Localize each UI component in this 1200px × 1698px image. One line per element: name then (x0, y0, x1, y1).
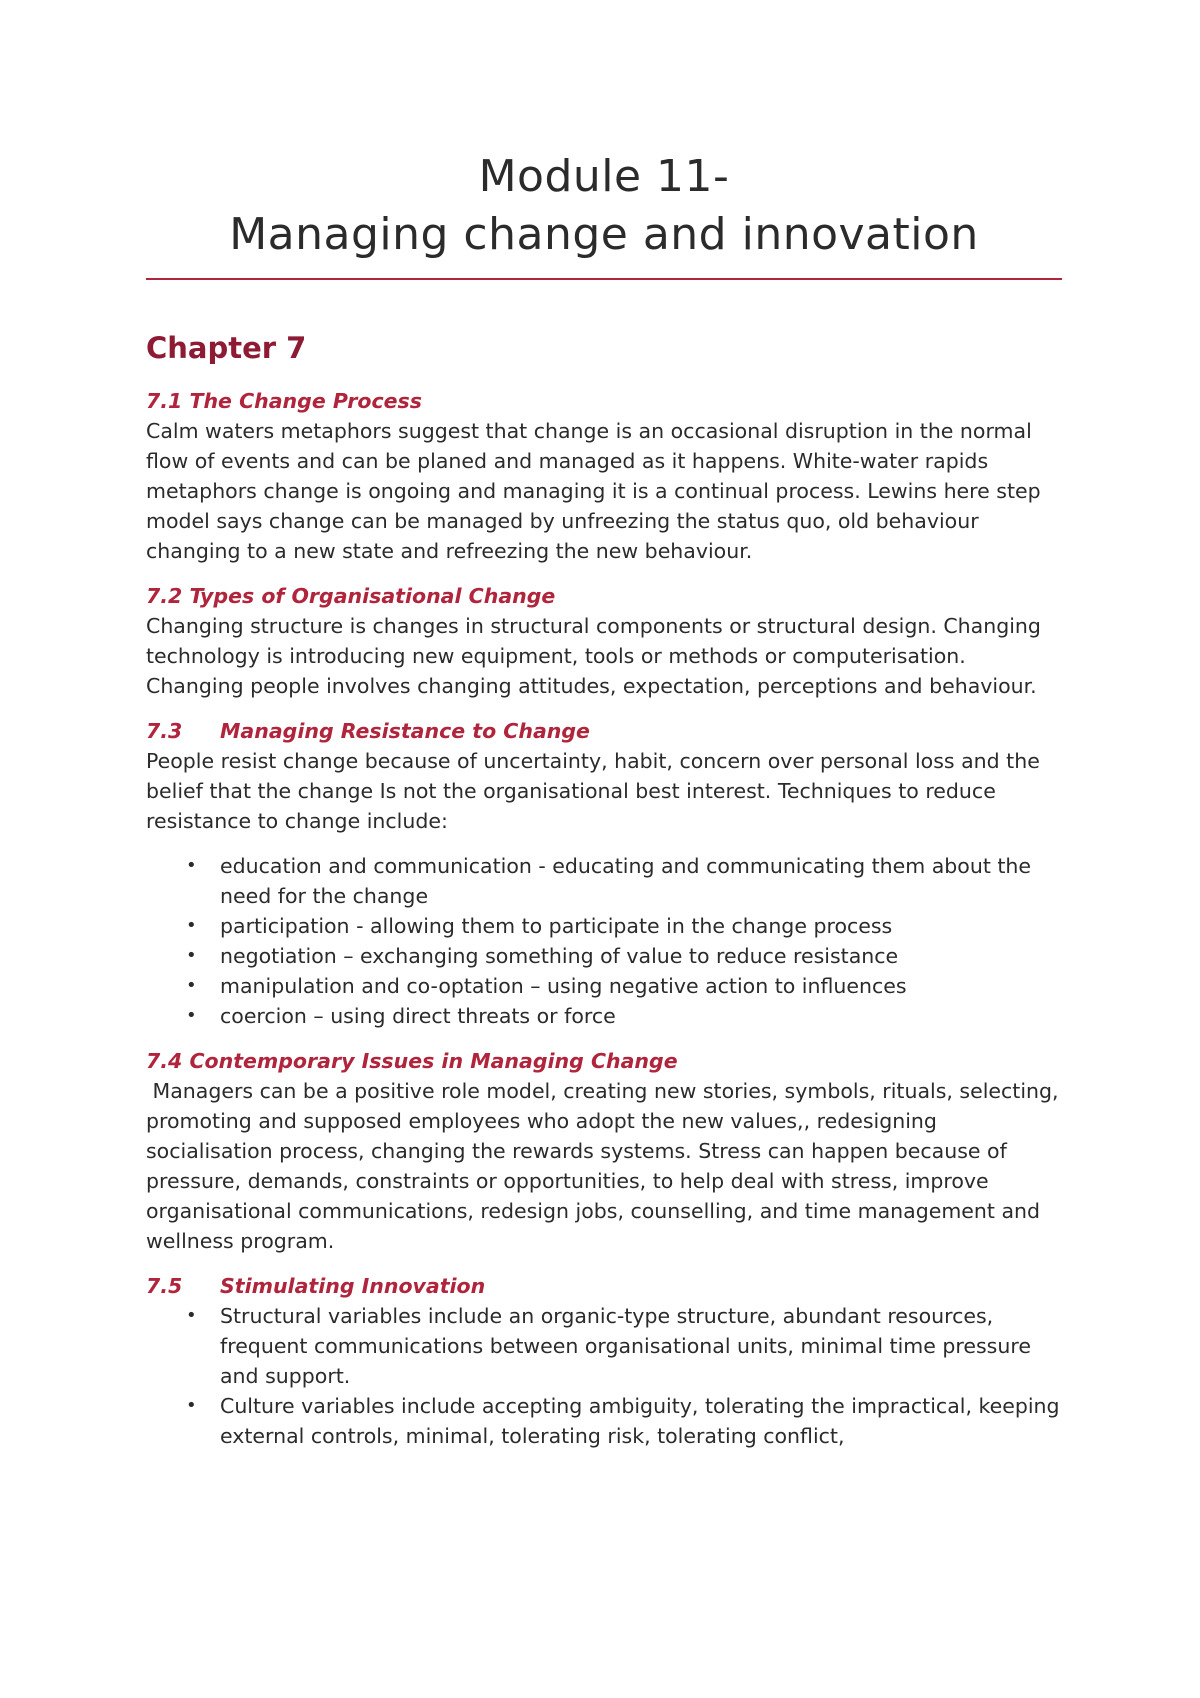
list-item (146, 941, 1062, 971)
section-heading (146, 1046, 1062, 1076)
bullet-icon: • (186, 1395, 197, 1416)
list-item (146, 971, 1062, 1001)
list-item-text: education and communication - educating and communicating them about the need for the change (220, 854, 1032, 908)
section-number: 7.1 (146, 389, 183, 413)
section-body: Calm waters metaphors suggest that change is an occasional disruption in the normal flow of events and can be planed and managed as it happens. White-water rapids metaphors change is ongoing and managing it is a continual process. Lewins here step model says change can be managed by unfreezing the status quo, old behaviour changing to a new state and refreezing the new behaviour. (146, 419, 1041, 563)
section-number: 7.5 (146, 1274, 183, 1298)
section-7-3 (146, 716, 1062, 1031)
section-7-1 (146, 386, 1062, 566)
title-line-1: Module 11- (478, 151, 730, 202)
section-number: 7.2 (146, 584, 183, 608)
bullet-list (146, 1301, 1062, 1451)
chapter-heading: Chapter 7 (146, 331, 307, 365)
bullet-icon: • (186, 855, 197, 876)
list-item (146, 911, 1062, 941)
list-item (146, 1001, 1062, 1031)
section-number: 7.3 (146, 719, 183, 743)
list-item (146, 1391, 1062, 1451)
bullet-icon: • (186, 945, 197, 966)
title-line-2: Managing change and innovation (229, 209, 979, 260)
title-underline-rule (146, 278, 1062, 280)
bullet-icon: • (186, 1305, 197, 1326)
section-7-5 (146, 1271, 1062, 1451)
list-item-text: manipulation and co-optation – using negative action to influences (220, 974, 907, 998)
section-number: 7.4 (146, 1049, 183, 1073)
list-item-text: Structural variables include an organic-type structure, abundant resources, frequent communications between organisational units, minimal time pressure and support. (220, 1304, 1031, 1388)
list-item (146, 851, 1062, 911)
section-7-2 (146, 581, 1062, 701)
section-body: Managers can be a positive role model, creating new stories, symbols, rituals, selecting, promoting and supposed employees who adopt the new values,, redesigning socialisation process, changing the rewards systems. Stress can happen because of pressure, demands, constraints or opportunities, to help deal with stress, improve organisational communications, redesign jobs, counselling, and time management and wellness program. (146, 1079, 1066, 1253)
section-heading (146, 716, 1062, 746)
list-item-text: Culture variables include accepting ambiguity, tolerating the impractical, keeping external controls, minimal, tolerating risk, tolerating conflict, (220, 1394, 1060, 1448)
list-item (146, 1301, 1062, 1391)
list-item-text: coercion – using direct threats or force (220, 1004, 616, 1028)
section-body: Changing structure is changes in structural components or structural design. Changing technology is introducing new equipment, tools or methods or computerisation. Changing people involves changing attitudes, expectation, perceptions and behaviour. (146, 614, 1041, 698)
section-heading (146, 386, 1062, 416)
document-title (146, 148, 1062, 264)
bullet-list (146, 851, 1062, 1031)
section-title: The Change Process (189, 389, 422, 413)
section-title: Managing Resistance to Change (220, 719, 590, 743)
section-title: Contemporary Issues in Managing Change (189, 1049, 678, 1073)
document-body (146, 328, 1066, 1466)
section-title: Types of Organisational Change (189, 584, 556, 608)
bullet-icon: • (186, 975, 197, 996)
section-heading (146, 581, 1062, 611)
section-body: People resist change because of uncertainty, habit, concern over personal loss and the belief that the change Is not the organisational best interest. Techniques to reduce resistance to change include: (146, 749, 1040, 833)
bullet-icon: • (186, 1005, 197, 1026)
section-title: Stimulating Innovation (220, 1274, 486, 1298)
bullet-icon: • (186, 915, 197, 936)
list-item-text: negotiation – exchanging something of value to reduce resistance (220, 944, 899, 968)
section-7-4 (146, 1046, 1066, 1256)
section-heading (146, 1271, 1062, 1301)
list-item-text: participation - allowing them to participate in the change process (220, 914, 893, 938)
